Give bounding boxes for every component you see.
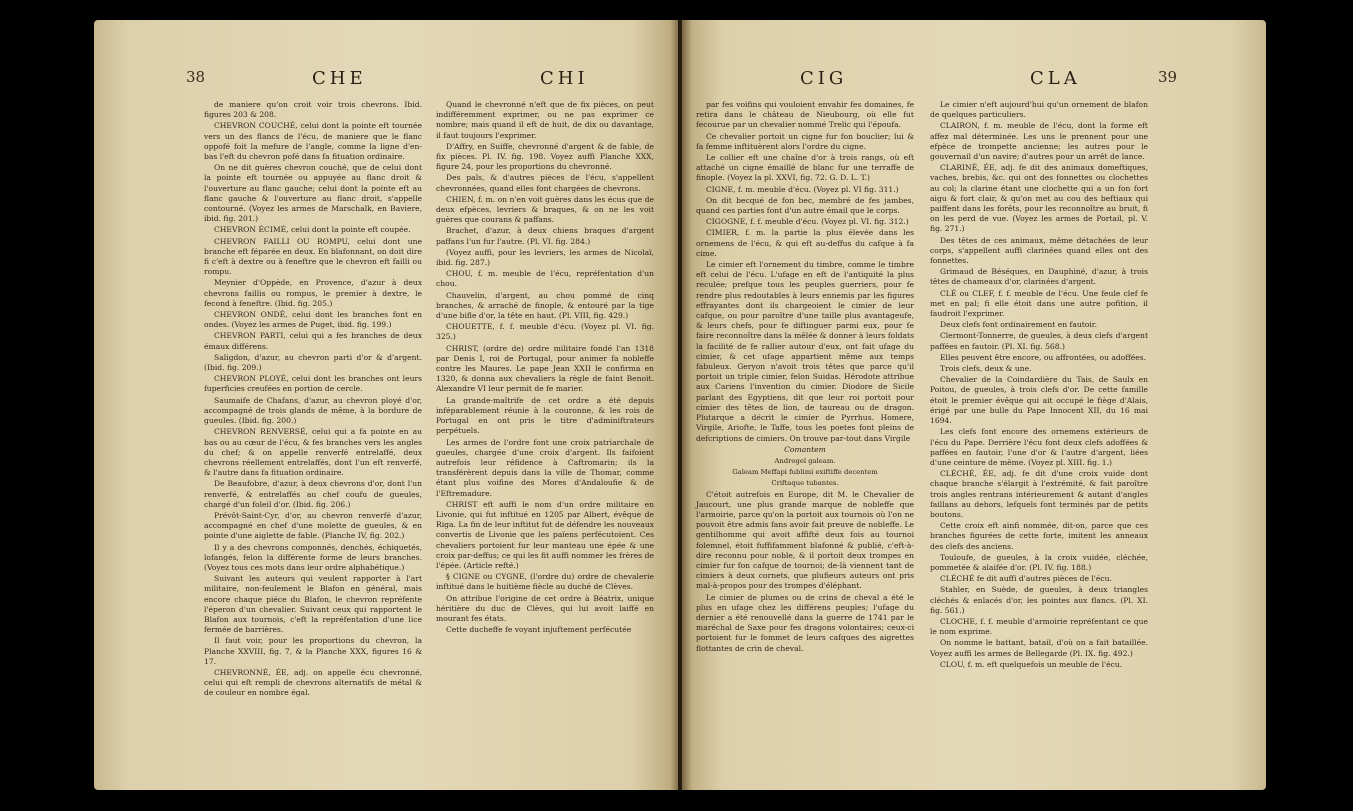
left-running-head-2: CHI: [540, 68, 589, 89]
paragraph: CLÉ ou CLEF, f. f. meuble de l'écu. Une feule clef fe met en pal; fi elle étoit dans une autre pofition, il faudroit l'exprimer.: [930, 288, 1148, 319]
open-book: [94, 20, 1266, 790]
paragraph: Touloufe, de gueules, à la croix vuidée, cléchée, pommetée & alaifée d'or. (Pl. IV. fig. 188.): [930, 552, 1148, 572]
paragraph: CHEVRON RENVERSÉ, celui qui a fa pointe en au bas ou au cœur de l'écu, & fes branches vers les angles du chef; & on appelle renverfé entrelaffé, deux chevrons réellement entrelaffés, dont l'un eft renverfé, & l'autre dans fa fituation ordinaire.: [204, 427, 422, 478]
book-gutter: [670, 20, 692, 790]
paragraph: Saligdon, d'azur, au chevron parti d'or & d'argent. (Ibid. fig. 209.): [204, 352, 422, 373]
paragraph: Brachet, d'azur, à deux chiens braques d'argent paffans l'un fur l'autre. (Pl. VI. fig. 284.): [436, 226, 654, 246]
paragraph: Saumaife de Chafans, d'azur, au chevron ployé d'or, accompagné de trois glands de même, à la bordure de gueules. (Ibid. fig. 200.): [204, 395, 422, 426]
right-running-head-2: CLA: [1030, 68, 1081, 89]
right-running-head-1: CIG: [800, 68, 848, 89]
quote-caption: Comantem: [784, 444, 826, 454]
paragraph: Elles peuvent être encore, ou affrontées, ou adoffées.: [940, 352, 1147, 362]
paragraph: Le cimier eft l'ornement du timbre, comme le timbre eft celui de l'écu. L'ufage en eft de l'antiquité la plus reculée; prefque tous les peuples guerriers, pour fe rendre plus redoutables à leurs ennemis par les figures effrayantes dont ils chargeoient le cimier de leur cafque, ou pour paroître d'une taille plus avantageufe, & leurs chefs, pour fe diftinguer parmi eux, pour fe faire reconnoître dans la mêlée & donner à leurs foldats la facilité de fe rallier autour d'eux, ont fait ufage du cimier, & cet ufage appartient même aux temps fabuleux. Geryon n'avoit trois têtes que parce qu'il portoit un triple cimier, felon Suidas. Hérodote attribue aux Cariens l'invention du cimier. Diodore de Sicile parlant des Egyptiens, dit que leur roi portoit pour cimier des têtes de lion, de taureau ou de dragon. Plutarque a décrit le cimier de Pyrrhus. Homere, Virgile, Ariofte, le Taffe, tous les poetes font pleins de defcriptions de cimiers. On trouve par-tout dans Virgile: [696, 260, 914, 443]
paragraph: CHEVRON COUCHÉ, celui dont la pointe eft tournée vers un des flancs de l'écu, de maniere que le flanc oppofé foit la mefure de l'angle, comme la ligne d'en-bas l'eft du chevron pofé dans fa fituation ordinaire.: [204, 121, 422, 162]
paragraph: CHIEN, f. m. on n'en voit guères dans les écus que de deux efpèces, levriers & braques, & on ne les voit guères que courans & paffans.: [436, 194, 654, 225]
right-column-1: [696, 100, 914, 655]
paragraph: CHOUETTE, f. f. meuble d'écu. (Voyez pl. VI. fig. 325.): [436, 322, 654, 342]
paragraph: On nomme le battant, batail, d'où on a fait bataillée. Voyez auffi les armes de Bellegarde (Pl. IX. fig. 492.): [930, 638, 1148, 658]
paragraph: CIGOGNE, f. f. meuble d'écu. (Voyez pl. VI. fig. 312.): [706, 217, 909, 227]
paragraph: CLAIRON, f. m. meuble de l'écu, dont la forme eft affez mal déterminée. Les uns le prennent pour une efpèce de trompette ancienne; les autres pour le gouvernail d'un navire; d'autres pour un arrêt de lance.: [930, 121, 1148, 162]
left-page: [94, 20, 678, 790]
paragraph: par fes voifins qui vouloient envahir fes domaines, fe retira dans le château de Nieubourg, où elle fut fecourue par un chevalier nommé Trelic qui l'époufa.: [696, 100, 914, 130]
paragraph: CHEVRON ÉCIMÉ, celui dont la pointe eft coupée.: [214, 225, 411, 235]
paragraph: Les clefs font encore des ornemens extérieurs de l'écu du Pape. Derrière l'écu font deux clefs adoffées & paffées en fautoir, l'une d'or & l'autre d'argent, liées d'une ceinture de même. (Voyez pl. XIII. fig. 1.): [930, 427, 1148, 467]
paragraph: CHRIST, (ordre de) ordre militaire fondé l'an 1318 par Denis I, roi de Portugal, pour animer fa nobleffe contre les Maures. Le pape Jean XXII le confirma en 1320, & donna aux chevaliers la règle de faint Benoit. Alexandre VI leur permit de fe marier.: [436, 343, 654, 394]
paragraph: Cette ducheffe fe voyant injuftement perfécutée: [446, 625, 632, 635]
paragraph: CHEVRON PLOYÉ, celui dont les branches ont leurs fuperficies creufées en portion de cercle.: [204, 374, 422, 394]
paragraph: D'Affry, en Suiffe, chevronné d'argent & de fable, de fix pièces. Pl. IV. fig. 198. Voyez auffi Planche XXX, figure 24, pour les proportions du chevronné.: [436, 141, 654, 172]
paragraph: CHOU, f. m. meuble de l'écu, repréfentation d'un chou.: [436, 269, 654, 289]
right-page-number: 39: [1158, 68, 1178, 86]
paragraph: de maniere qu'on croit voir trois chevrons. Ibid. figures 203 & 208.: [204, 100, 422, 120]
paragraph: Le collier eft une chaîne d'or à trois rangs, où eft attaché un cigne émaillé de blanc fur une terraffe de finople. (Voyez la pl. XXVI, fig. 72. G. D. L. T.): [696, 153, 914, 183]
paragraph: Cette croix eft ainfi nommée, dit-on, parce que ces branches figurées de cette forte, imitent les anneaux des clefs des anciens.: [930, 521, 1148, 551]
left-column-1: [204, 100, 422, 700]
paragraph: Prévôt-Saint-Cyr, d'or, au chevron renverfé d'azur, accompagné en chef d'une molette de gueules, & en pointe d'une aiglette de fable. (Planche IV, fig. 202.): [204, 510, 422, 541]
paragraph: Ce chevalier portoit un cigne fur fon bouclier; lui & fa femme inftituèrent alors l'ordre du cigne.: [696, 131, 914, 151]
paragraph: Chevalier de la Coindardière du Tais, de Saulx en Poitou, de gueules, à trois clefs d'or. De cette famille étoit le premier évêque qui ait occupé le fiège d'Alais, érigé par une bulle du Pape Innocent XII, du 16 mai 1694.: [930, 375, 1148, 426]
paragraph: Clermont-Tonnerre, de gueules, à deux clefs d'argent paffées en fautoir. (Pl. XI. fig. 568.): [930, 331, 1148, 351]
paragraph: CHEVRON PARTI, celui qui a fes branches de deux émaux différens.: [204, 331, 422, 351]
left-page-number: 38: [186, 68, 206, 86]
paragraph: La grande-maîtrife de cet ordre a été depuis inféparablement réunie à la couronne, & les rois de Portugal en ont pris le titre d'adminiftrateurs perpétuels.: [436, 395, 654, 436]
paragraph: Meynier d'Oppède, en Provence, d'azur à deux chevrons faillis ou rompus, le premier à dextre, le fecond à feneftre. (Ibid. fig. 205.): [204, 278, 422, 308]
paragraph: Des pals, & d'autres pièces de l'écu, s'appellent chevronnées, quand elles font chargées de chevrons.: [436, 173, 654, 193]
paragraph: On ne dit guères chevron couché, que de celui dont la pointe eft tournée ou appuyée au flanc droit & l'ouverture au flanc gauche; celui dont la pointe eft au flanc gauche & l'ouverture au flanc droit, s'appelle contourné. (Voyez les armes de Marschalk, en Baviere, ibid. fig. 201.): [204, 163, 422, 224]
paragraph: § CIGNE ou CYGNE, (l'ordre du) ordre de chevalerie inftitué dans le huitième fiècle au duché de Clèves.: [436, 572, 654, 592]
paragraph: CHEVRONNÉ, ÉE, adj. on appelle écu chevronné, celui qui eft rempli de chevrons alternatifs de métal & de couleur en nombre égal.: [204, 667, 422, 698]
right-page: [682, 20, 1266, 790]
paragraph: Le cimier n'eft aujourd'hui qu'un ornement de blafon de quelques particuliers.: [930, 100, 1148, 120]
paragraph: On attribue l'origine de cet ordre à Béatrix, unique héritière du duc de Clèves, qui lui avoit laiffé en mourant fes états.: [436, 593, 654, 623]
paragraph: Les armes de l'ordre font une croix patriarchale de gueules, chargée d'une croix d'argent. Ils faifoient autrefois leur réfidence à Caftromarin; ils la transférèrent depuis dans la ville de Thomar, comme étant plus voifine des Mores d'Andaloufie & de l'Eftremadure.: [436, 437, 654, 498]
paragraph: Stahler, en Suède, de gueules, à deux triangles cléchés & enlacés d'or, les pointes aux flancs. (Pl. XI. fig. 561.): [930, 585, 1148, 615]
paragraph: On dit becqué de fon bec, membré de fes jambes, quand ces parties font d'un autre émail que le corps.: [696, 195, 914, 216]
paragraph: CLÉCHÉ fe dit auffi d'autres pièces de l'écu.: [940, 574, 1112, 584]
paragraph: CLÉCHÉ, ÉE, adj. fe dit d'une croix vuide dont chaque branche s'élargit à l'extrémité, & fait paroître trois angles rentrans intérieurement & autant d'angles faillans au dehors, lefquels font terminés par de petits boutons.: [930, 469, 1148, 519]
quote-line: Criftaque tubantes.: [771, 479, 839, 488]
paragraph: Deux clefs font ordinairement en fautoir.: [940, 320, 1098, 330]
paragraph: Le cimier de plumes ou de crins de cheval a été le plus en ufage chez les différens peuples; l'ufage du dernier a été renouvellé dans la guerre de 1741 par le maréchal de Saxe pour fes dragons volontaires; ceux-ci portoient fur le fommet de leurs cafques des aigrettes flottantes de crin de cheval.: [696, 592, 914, 653]
paragraph: CHEVRON FAILLI OU ROMPU, celui dont une branche eft féparée en deux. En blafonnant, on doit dire fi c'eft à dextre ou à feneftre que le chevron eft failli ou rompu.: [204, 236, 422, 277]
paragraph: Suivant les auteurs qui veulent rapporter à l'art militaire, non-feulement le Blafon en général, mais encore chaque piéce du Blafon, le chevron repréfente l'éperon d'un chevalier. Suivant ceux qui rapportent le Blafon aux tournois, c'eft la repréfentation d'une lice fermée de barrières.: [204, 574, 422, 635]
paragraph: Quand le chevronné n'eft que de fix pièces, on peut indifféremment exprimer, ou ne pas exprimer ce nombre; mais quand il eft de huit, de dix ou davantage, il faut toujours l'exprimer.: [436, 100, 654, 140]
paragraph: Chauvelin, d'argent, au chou pommé de cinq branches, & arraché de finople, & entouré par la tige d'une bifle d'or, la tête en haut. (Pl. VIII, fig. 429.): [436, 290, 654, 321]
paragraph: CHRIST eft auffi le nom d'un ordre militaire en Livonie, qui fut inftitué en 1205 par Albert, évêque de Riga. La fin de leur inftitut fut de défendre les nouveaux convertis de Livonie que les païens perfécutoient. Ces chevaliers portoient fur leur manteau une épée & une croix par-deffus; ce qui les fit auffi nommer les frères de l'épée. (Article refté.): [436, 499, 654, 570]
paragraph: Grimaud de Béséques, en Dauphiné, d'azur, à trois têtes de chameaux d'or, clarinées d'argent.: [930, 267, 1148, 287]
paragraph: Trois clefs, deux & une.: [940, 364, 1032, 374]
paragraph: CLARINÉ, ÉE, adj. fe dit des animaux domeftiques, vaches, brebis, &c. qui ont des fonnettes ou clochettes au col; la clarine étant une clochette qui a un fon fort aigu & fort clair, & qu'on met au cou des beftiaux qui paiffent dans les forêts, pour les reconnoître au bruit, fi on les perd de vue. (Voyez les armes de Portail, pl. V. fig. 271.): [930, 163, 1148, 234]
paragraph: C'étoit autrefois en Europe, dit M. le Chevalier de Jaucourt, une plus grande marque de nobleffe que l'armoirie, parce qu'on la portoit aux tournois où l'on ne pouvoit être admis fans avoir fait preuve de nobleffe. Le gentilhomme qui avoit affifté deux fois au tournoi folemnel, étoit fuffifamment blafonné & publié, c'eft-à-dire reconnu pour noble, & il portoit deux trompes en cimier fur fon cafque de tournoi; de-là viennent tant de cimiers à deux cornets, que plufieurs auteurs ont pris mal-à-propos pour des trompes d'éléphant.: [696, 489, 914, 591]
paragraph: De Beaufobre, d'azur, à deux chevrons d'or, dont l'un renverfé, & entrelaffés au chef coufu de gueules, chargé d'un foleil d'or. (Ibid. fig. 206.): [204, 479, 422, 509]
paragraph: CLOCHE, f. f. meuble d'armoirie repréfentant ce que le nom exprime.: [930, 616, 1148, 637]
paragraph: CIMIER, f. m. la partie la plus élevée dans les ornemens de l'écu, & qui eft au-deffus du cafque à fa cime.: [696, 228, 914, 258]
paragraph: CIGNE, f. m. meuble d'écu. (Voyez pl. VI fig. 311.): [706, 184, 899, 194]
paragraph: Il y a des chevrons componnés, denchés, échiquetés, lofangés, felon la différente forme de leurs branches. (Voyez tous ces mots dans leur ordre alphabétique.): [204, 542, 422, 572]
paragraph: (Voyez auffi, pour les levriers, les armes de Nicolaï, ibid. fig. 287.): [436, 247, 654, 268]
quote-line: Galeam Meffapi fublimi exiftiffe decentem: [732, 468, 878, 477]
paragraph: CLOU, f. m. eft quelquefois un meuble de l'écu.: [940, 659, 1123, 669]
paragraph: CHEVRON ONDÉ, celui dont les branches font en ondes. (Voyez les armes de Puget, ibid. fig. 199.): [204, 310, 422, 330]
left-column-2: [436, 100, 654, 636]
right-column-2: [930, 100, 1148, 671]
left-running-head-1: CHE: [312, 68, 367, 89]
paragraph: Il faut voir, pour les proportions du chevron, la Planche XXVIII, fig. 7, & la Planche XXX, figures 16 & 17.: [204, 636, 422, 666]
quote-line: Androgeï galeam.: [774, 456, 836, 465]
paragraph: Des têtes de ces animaux, même détachées de leur corps, s'appellent auffi clarinées quand elles ont des fonnettes.: [930, 235, 1148, 266]
